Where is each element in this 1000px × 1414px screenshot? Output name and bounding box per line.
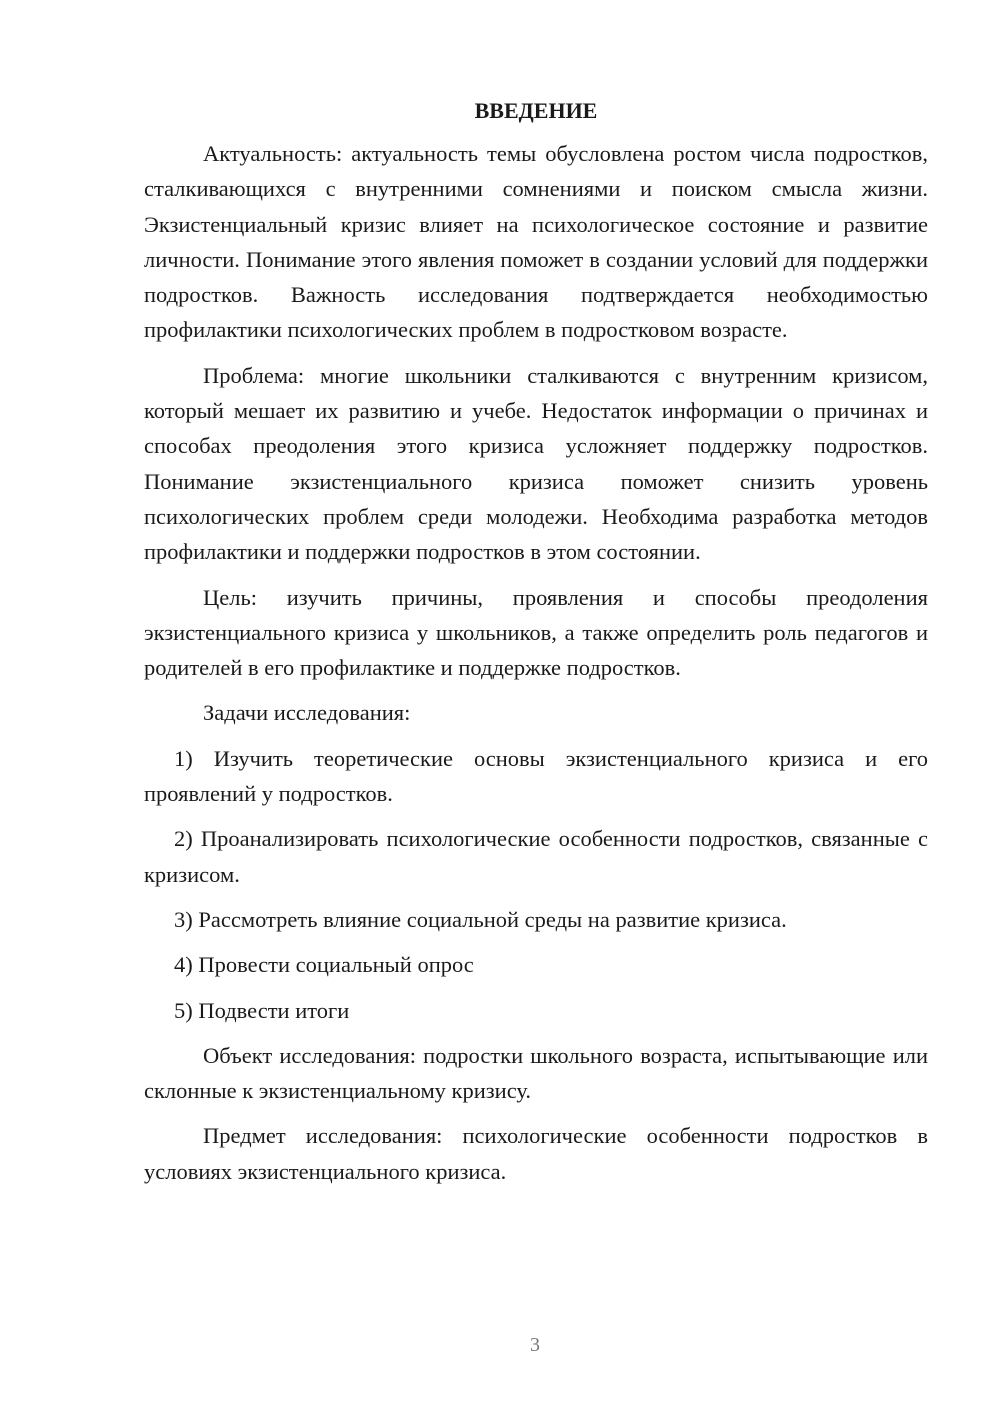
relevance-paragraph: Актуальность: актуальность темы обусловлена ростом числа подростков, сталкивающихся с внутренними сомнениями и поиском смысла жизни. Экзистенциальный кризис влияет на психологическое состояние и развитие личности. Понимание этого явления поможет в создании условий для поддержки подростков. Важность исследования подтверждается необходимостью профилактики психологических проблем в подростковом возрасте.	[144, 141, 928, 343]
object-paragraph: Объект исследования: подростки школьного возраста, испытывающие или склонные к экзистенциальному кризису.	[144, 1042, 928, 1104]
page-title: ВВЕДЕНИЕ	[474, 98, 598, 123]
goal-paragraph: Цель: изучить причины, проявления и способы преодоления экзистенциального кризиса у школьников, а также определить роль педагогов и родителей в его профилактике и поддержке подростков.	[144, 584, 928, 681]
task-item-2: 2) Проанализировать психологические особенности подростков, связанные с кризисом.	[144, 826, 928, 887]
task-item-4: 4) Провести социальный опрос	[174, 952, 474, 978]
task-item-5: 5) Подвести итоги	[174, 997, 350, 1023]
page-number: 3	[530, 1334, 540, 1356]
subject-paragraph: Предмет исследования: психологические особенности подростков в условиях экзистенциального кризиса.	[144, 1123, 928, 1184]
task-item-1: 1) Изучить теоретические основы экзистенциального кризиса и его проявлений у подростков.	[144, 745, 928, 807]
problem-paragraph: Проблема: многие школьники сталкиваются с внутренним кризисом, который мешает их развитию и учебе. Недостаток информации о причинах и способах преодоления этого кризиса усложняет поддержку подростков. Понимание экзистенциального кризиса поможет снизить уровень психологических проблем среди молодежи. Необходима разработка методов профилактики и поддержки подростков в этом состоянии.	[144, 362, 928, 565]
document-page	[144, 96, 928, 1199]
tasks-heading: Задачи исследования:	[203, 700, 411, 726]
task-item-3: 3) Рассмотреть влияние социальной среды на развитие кризиса.	[174, 906, 787, 932]
